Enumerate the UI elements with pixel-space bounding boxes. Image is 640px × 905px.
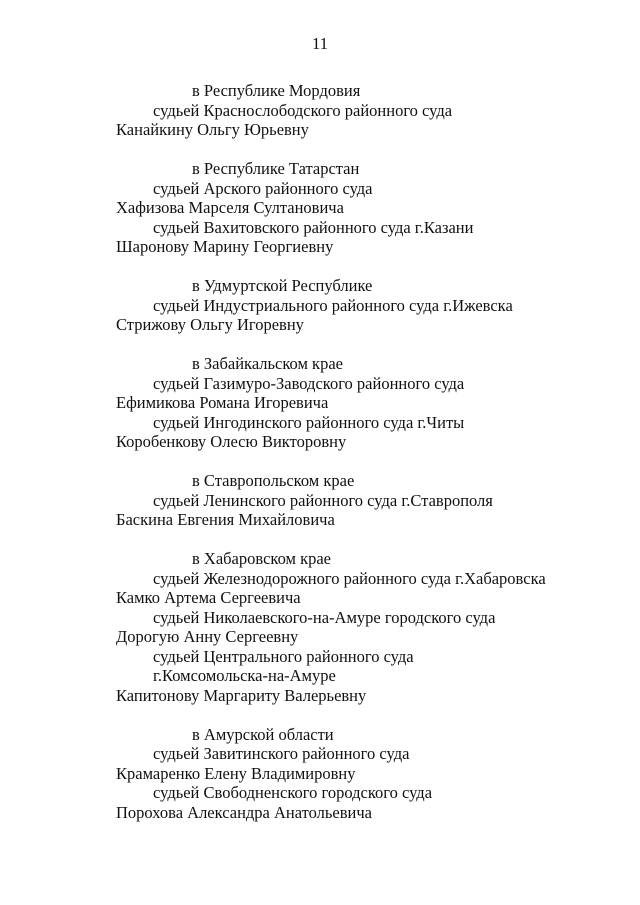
appointments-list	[0, 81, 640, 842]
judge-name: Коробенкову Олесю Викторовну	[116, 432, 347, 451]
court-line: судьей Арского районного суда	[153, 178, 373, 198]
court-line: судьей Николаевского-на-Амуре городского суда	[153, 607, 496, 627]
region-heading: в Ставропольском крае	[192, 471, 355, 490]
court-line: г.Комсомольска-на-Амуре	[153, 666, 336, 685]
court-line: судьей Ингодинского районного суда г.Читы	[153, 412, 465, 432]
court-line: судьей Свободненского городского суда	[153, 783, 433, 802]
court-line: судьей Индустриального районного суда г.Ижевска	[153, 295, 513, 315]
court-line: судьей Краснослободского районного суда	[153, 100, 453, 120]
region-section	[0, 471, 640, 530]
region-heading: в Республике Мордовия	[192, 81, 361, 100]
court-line: судьей Центрального районного суда	[153, 646, 414, 666]
region-heading: в Амурской области	[192, 724, 334, 744]
court-line: судьей Железнодорожного районного суда г.Хабаровска	[153, 568, 546, 588]
judge-name: Капитонову Маргариту Валерьевну	[116, 685, 367, 705]
court-line: судьей Завитинского районного суда	[153, 744, 410, 763]
court-line: судьей Вахитовского районного суда г.Казани	[153, 217, 474, 237]
judge-name: Хафизова Марселя Султановича	[116, 198, 344, 217]
region-section	[0, 159, 640, 257]
judge-name: Канайкину Ольгу Юрьевну	[116, 120, 309, 139]
judge-name: Стрижову Ольгу Игоревну	[116, 315, 304, 334]
region-heading: в Хабаровском крае	[192, 549, 331, 568]
judge-name: Дорогую Анну Сергеевну	[116, 627, 299, 646]
region-section	[0, 549, 640, 705]
page-number: 11	[311, 34, 329, 53]
court-line: судьей Ленинского районного суда г.Ставрополя	[153, 490, 493, 510]
region-section	[0, 276, 640, 335]
judge-name: Камко Артема Сергеевича	[116, 588, 301, 607]
region-section	[0, 81, 640, 140]
court-line: судьей Газимуро-Заводского районного суда	[153, 373, 465, 393]
judge-name: Ефимикова Романа Игоревича	[116, 393, 329, 412]
region-heading: в Забайкальском крае	[192, 354, 343, 373]
judge-name: Баскина Евгения Михайловича	[116, 510, 335, 529]
judge-name: Шаронову Марину Георгиевну	[116, 237, 334, 256]
judge-name: Порохова Александра Анатольевича	[116, 802, 372, 822]
region-section	[0, 725, 640, 823]
region-heading: в Удмуртской Республике	[192, 276, 373, 295]
judge-name: Крамаренко Елену Владимировну	[116, 763, 356, 783]
region-section	[0, 354, 640, 452]
region-heading: в Республике Татарстан	[192, 159, 360, 178]
